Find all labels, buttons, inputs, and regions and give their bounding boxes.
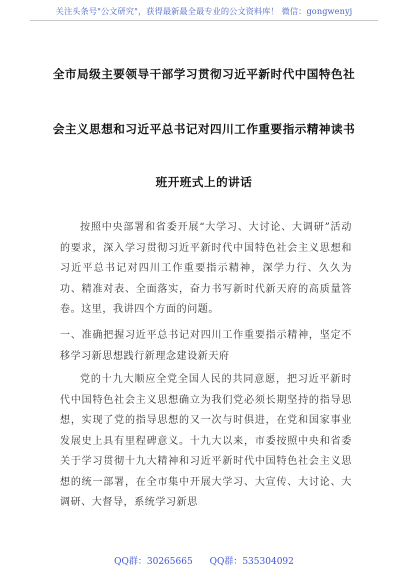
- body-paragraph: 党的十九大顺应全党全国人民的共同意愿，把习近平新时代中国特色社会主义思想确立为我们党必须长期坚持的指导思想，实现了党的指导思想的又一次与时俱进，在党和国家事业发展史上具有里程碑意义。十九大以来，市委按照中央和省委关于学习贯彻十九大精神和习近平新时代中国特色社会主义思想的统一部署，在全市集中开展大学习、大宣传、大讨论、大调研、大督导，系统学习新思: [60, 374, 352, 508]
- document-title-line-2: 会主义思想和习近平总书记对四川工作重要指示精神读书: [52, 122, 356, 136]
- document-title-line-1: 全市局级主要领导干部学习贯彻习近平新时代中国特色社: [52, 67, 356, 81]
- header-divider: [30, 20, 378, 21]
- footer-contact: [0, 554, 408, 567]
- header-notice: 关注头条号"公文研究"，获得最新最全最专业的公文资料库！ 微信：gongwenyj: [55, 6, 353, 16]
- section-heading-1: 一、准确把握习近平总书记对四川工作重要指示精神，坚定不移学习新思想践行新理念建设新天府: [60, 330, 352, 362]
- footer-qq-group-1: QQ群：30265665: [114, 557, 193, 567]
- intro-paragraph: 按照中央部署和省委开展“大学习、大讨论、大调研”活动的要求，深入学习贯彻习近平新时代中国特色社会主义思想和习近平总书记对四川工作重要指示精神，深学力行、久久为功、精准对表、全面落实，奋力书写新时代新天府的高质量答卷。这里，我讲四个方面的问题。: [60, 222, 352, 315]
- document-title-line-3: 班开班式上的讲话: [155, 175, 253, 189]
- footer-qq-group-2: QQ群：535304092: [209, 557, 294, 567]
